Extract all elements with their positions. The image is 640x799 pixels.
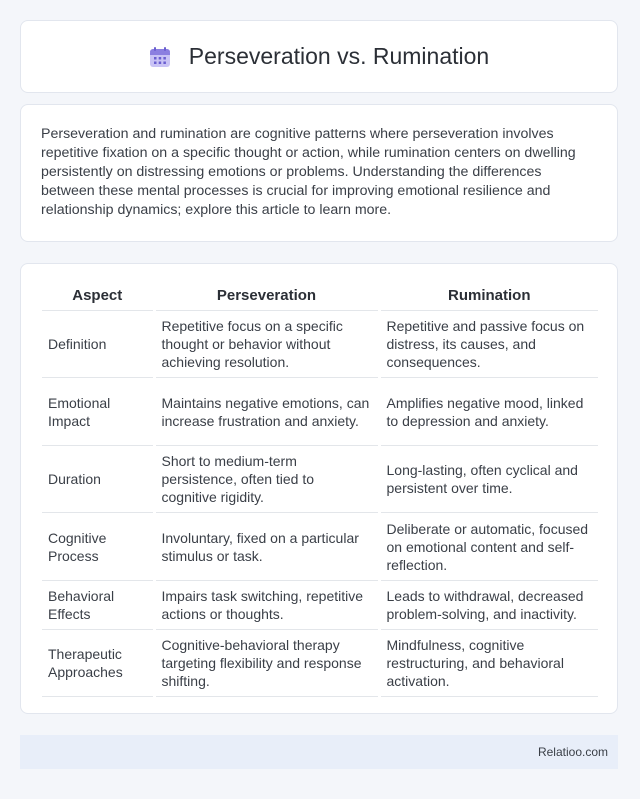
table-row xyxy=(42,446,598,513)
cell-perseveration: Maintains negative emotions, can increase frustration and anxiety. xyxy=(154,378,379,446)
table-row xyxy=(42,513,598,581)
header-perseveration: Perseveration xyxy=(154,280,379,311)
cell-aspect: Cognitive Process xyxy=(42,513,154,581)
cell-rumination: Amplifies negative mood, linked to depression and anxiety. xyxy=(379,378,598,446)
cell-rumination: Repetitive and passive focus on distress, its causes, and consequences. xyxy=(379,311,598,378)
table-row xyxy=(42,630,598,697)
table-header-row xyxy=(42,280,598,311)
comparison-card xyxy=(20,263,618,714)
cell-aspect: Behavioral Effects xyxy=(42,581,154,630)
table-row xyxy=(42,378,598,446)
cell-perseveration: Short to medium-term persistence, often tied to cognitive rigidity. xyxy=(154,446,379,513)
cell-rumination: Long-lasting, often cyclical and persistent over time. xyxy=(379,446,598,513)
header-rumination: Rumination xyxy=(379,280,598,311)
table-row xyxy=(42,581,598,630)
cell-aspect: Duration xyxy=(42,446,154,513)
cell-rumination: Deliberate or automatic, focused on emotional content and self-reflection. xyxy=(379,513,598,581)
cell-aspect: Emotional Impact xyxy=(42,378,154,446)
cell-rumination: Leads to withdrawal, decreased problem-solving, and inactivity. xyxy=(379,581,598,630)
footer-site-link[interactable]: Relatioo.com xyxy=(537,745,608,759)
page-title: Perseveration vs. Rumination xyxy=(188,43,490,69)
cell-aspect: Definition xyxy=(42,311,154,378)
intro-paragraph: Perseveration and rumination are cognitive patterns where perseveration involves repetitive fixation on a specific thought or action, while rumination centers on dwelling persistently on distressing emotions or problems. Understanding the differences between these mental processes is crucial for improving emotional resilience and relationship dynamics; explore this article to learn more. xyxy=(41,126,576,218)
calendar-icon xyxy=(149,46,171,68)
table-row xyxy=(42,311,598,378)
title-wrap xyxy=(149,43,489,70)
intro-card xyxy=(20,104,618,242)
cell-perseveration: Involuntary, fixed on a particular stimulus or task. xyxy=(154,513,379,581)
cell-rumination: Mindfulness, cognitive restructuring, and behavioral activation. xyxy=(379,630,598,697)
footer xyxy=(20,735,618,769)
cell-perseveration: Impairs task switching, repetitive actions or thoughts. xyxy=(154,581,379,630)
title-card xyxy=(20,20,618,93)
comparison-table xyxy=(42,280,598,697)
header-aspect: Aspect xyxy=(42,280,154,311)
cell-aspect: Therapeutic Approaches xyxy=(42,630,154,697)
cell-perseveration: Repetitive focus on a specific thought or behavior without achieving resolution. xyxy=(154,311,379,378)
cell-perseveration: Cognitive-behavioral therapy targeting flexibility and response shifting. xyxy=(154,630,379,697)
